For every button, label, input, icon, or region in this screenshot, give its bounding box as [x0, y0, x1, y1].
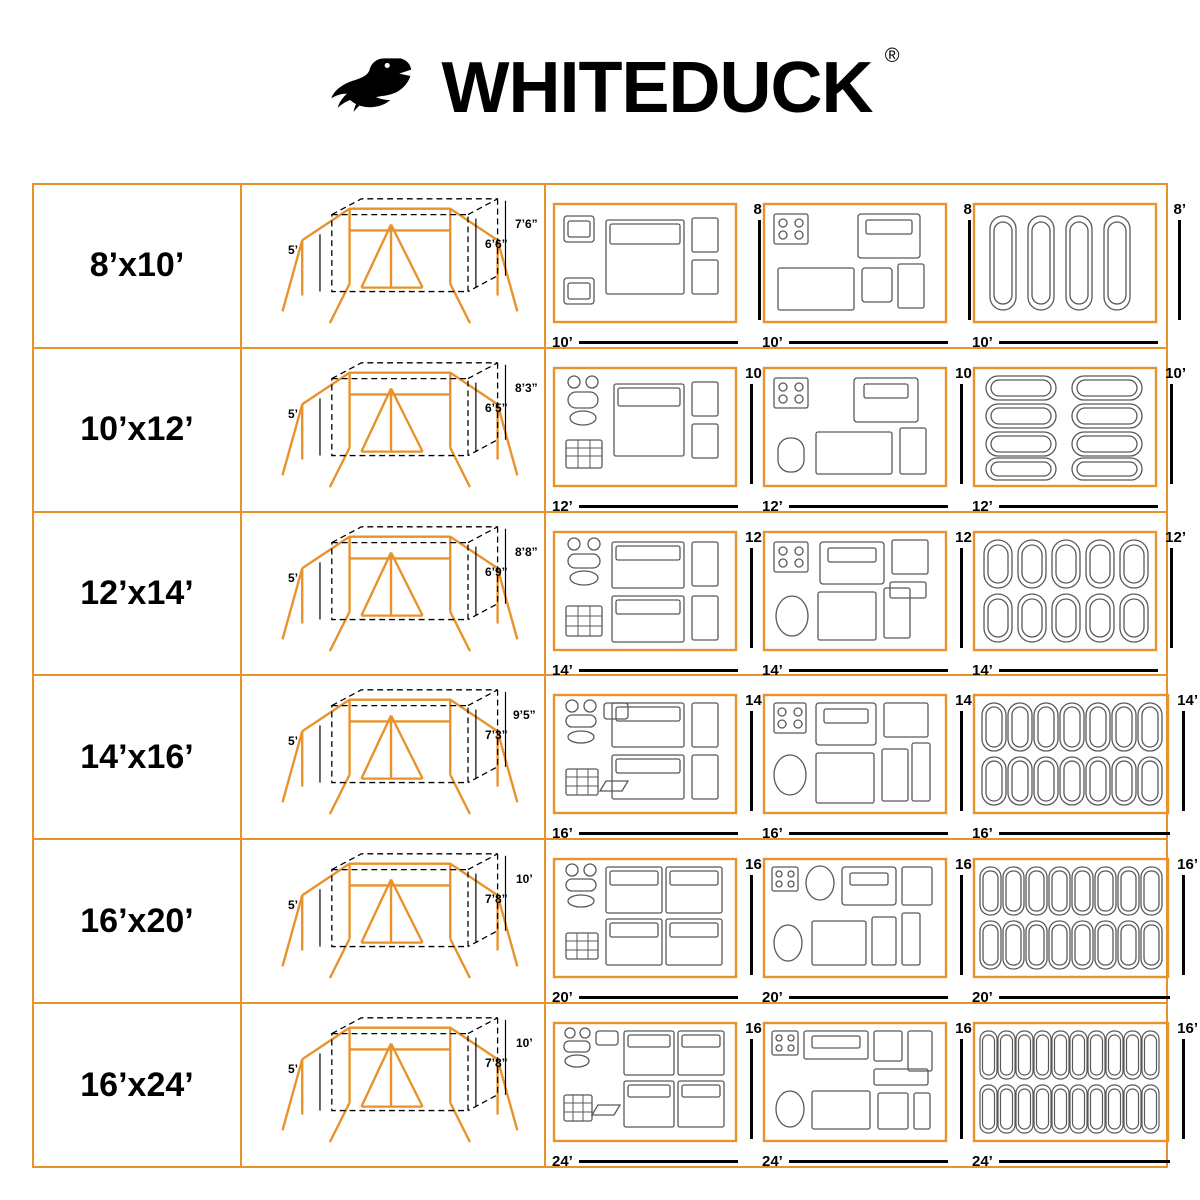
floorplan-kitchen — [762, 200, 976, 351]
table-row — [34, 349, 1186, 515]
dimension-text: 8’ — [753, 200, 766, 218]
dimension-text: 8’ — [1173, 200, 1186, 218]
dimension-text: 14’ — [1177, 692, 1198, 710]
floorplan-living — [552, 528, 766, 679]
floorplan-kitchen — [762, 528, 976, 679]
dimension-bar — [789, 832, 948, 835]
dimension-bar — [960, 711, 963, 811]
dimension-bar — [750, 384, 753, 484]
peak-height-label: 10’ — [516, 1036, 533, 1051]
floorplans-cell — [546, 676, 1200, 843]
tent-elevation-diagram — [242, 1004, 544, 1166]
dimension-bar — [1170, 384, 1173, 484]
size-table — [32, 183, 1198, 1171]
plan-width-dimension — [972, 663, 1158, 678]
dimension-text: 16’ — [762, 825, 783, 843]
tent-size-label: 12’x14’ — [80, 574, 194, 613]
plan-width-dimension — [762, 990, 948, 1005]
side-wall-height-label: 5’ — [288, 898, 299, 913]
dimension-text: 10’ — [1165, 364, 1186, 382]
plan-width-dimension — [972, 1154, 1170, 1169]
plan-width-dimension — [552, 335, 738, 350]
tent-elevation-cell — [242, 349, 546, 511]
plan-width-dimension — [762, 499, 948, 514]
dimension-bar — [579, 669, 738, 672]
peak-height-label: 9’5” — [513, 708, 536, 723]
plan-width-dimension — [972, 990, 1170, 1005]
dimension-bar — [960, 384, 963, 484]
inner-height-label: 6’5” — [485, 400, 508, 415]
tent-elevation-diagram — [242, 185, 544, 347]
dimension-bar — [750, 711, 753, 811]
dimension-text: 14’ — [762, 661, 783, 679]
size-cell — [34, 676, 242, 838]
peak-height-label: 7’6” — [515, 217, 538, 231]
dimension-bar — [789, 669, 948, 672]
table-row — [34, 513, 1186, 679]
floorplan-kitchen-drawing — [762, 693, 948, 815]
dimension-text: 14’ — [955, 692, 976, 710]
dimension-text: 14’ — [552, 661, 573, 679]
tent-size-label: 16’x20’ — [80, 901, 194, 940]
tent-elevation-cell — [242, 840, 546, 1002]
floorplan-sleeping — [972, 528, 1186, 679]
dimension-text: 10’ — [745, 364, 766, 382]
dimension-text: 12’ — [552, 497, 573, 515]
dimension-bar — [1182, 875, 1185, 975]
floorplan-living-drawing — [552, 366, 738, 488]
dimension-text: 16’ — [745, 1020, 766, 1038]
table-row — [34, 840, 1198, 1007]
dimension-text: 12’ — [762, 497, 783, 515]
dimension-bar — [579, 341, 738, 344]
floorplan-living-drawing — [552, 857, 738, 979]
plan-width-dimension — [762, 1154, 948, 1169]
tent-elevation-diagram — [242, 840, 544, 1002]
dimension-text: 12’ — [972, 497, 993, 515]
dimension-text: 12’ — [1165, 528, 1186, 546]
dimension-text: 10’ — [762, 333, 783, 351]
dimension-bar — [1178, 220, 1181, 320]
registered-mark: ® — [884, 45, 899, 67]
plan-width-dimension — [972, 335, 1158, 350]
side-wall-height-label: 5’ — [288, 243, 299, 257]
dimension-text: 16’ — [1177, 856, 1198, 874]
dimension-bar — [999, 341, 1158, 344]
floorplans-cell — [546, 349, 1188, 515]
dimension-text: 14’ — [972, 661, 993, 679]
floorplans-cell — [546, 1004, 1200, 1171]
inner-height-label: 7’8” — [485, 1056, 508, 1071]
tent-elevation-cell — [242, 513, 546, 675]
dimension-text: 10’ — [955, 364, 976, 382]
dimension-text: 16’ — [955, 1020, 976, 1038]
tent-elevation-cell — [242, 1004, 546, 1166]
plan-width-dimension — [552, 499, 738, 514]
dimension-text: 16’ — [552, 825, 573, 843]
inner-height-label: 6’9” — [485, 564, 508, 579]
floorplan-sleeping-drawing — [972, 202, 1158, 324]
floorplans-cell — [546, 513, 1188, 679]
floorplan-sleeping-drawing — [972, 693, 1170, 815]
floorplan-sleeping-drawing — [972, 530, 1158, 652]
size-cell — [34, 513, 242, 675]
size-cell — [34, 185, 242, 347]
floorplan-kitchen-drawing — [762, 530, 948, 652]
brand-header — [0, 38, 1200, 138]
floorplan-kitchen-drawing — [762, 366, 948, 488]
dimension-bar — [999, 996, 1170, 999]
floorplans-cell — [546, 840, 1200, 1007]
brand-name: WHITEDUCK — [441, 48, 873, 128]
floorplan-kitchen-drawing — [762, 1021, 948, 1143]
plan-width-dimension — [972, 826, 1170, 841]
table-row — [34, 676, 1198, 843]
dimension-bar — [750, 875, 753, 975]
dimension-bar — [999, 1160, 1170, 1163]
floorplan-living-drawing — [552, 530, 738, 652]
floorplan-kitchen — [762, 692, 976, 843]
size-cell — [34, 840, 242, 1002]
plan-height-dimension — [1164, 530, 1186, 652]
dimension-bar — [1182, 711, 1185, 811]
tent-size-label: 14’x16’ — [80, 737, 194, 776]
dimension-text: 20’ — [552, 989, 573, 1007]
dimension-text: 12’ — [955, 528, 976, 546]
floorplan-kitchen — [762, 1020, 976, 1171]
dimension-bar — [999, 505, 1158, 508]
plan-width-dimension — [972, 499, 1158, 514]
dimension-bar — [789, 996, 948, 999]
dimension-bar — [960, 548, 963, 648]
dimension-bar — [999, 669, 1158, 672]
plan-width-dimension — [762, 335, 948, 350]
floorplan-living-drawing — [552, 1021, 738, 1143]
tent-size-label: 8’x10’ — [89, 246, 185, 285]
plan-width-dimension — [762, 826, 948, 841]
tent-elevation-diagram — [242, 513, 544, 675]
floorplan-sleeping-drawing — [972, 857, 1170, 979]
floorplan-living — [552, 200, 766, 351]
dimension-text: 10’ — [972, 333, 993, 351]
side-wall-height-label: 5’ — [288, 570, 299, 585]
floorplan-sleeping — [972, 856, 1198, 1007]
plan-height-dimension — [1176, 857, 1198, 979]
table-row — [34, 1004, 1198, 1171]
floorplan-kitchen — [762, 856, 976, 1007]
dimension-bar — [1182, 1039, 1185, 1139]
plan-height-dimension — [1176, 1021, 1198, 1143]
size-cell — [34, 1004, 242, 1166]
floorplan-sleeping — [972, 364, 1186, 515]
floorplan-kitchen-drawing — [762, 202, 948, 324]
dimension-text: 24’ — [762, 1153, 783, 1171]
floorplan-living — [552, 692, 766, 843]
floorplan-living — [552, 1020, 766, 1171]
dimension-bar — [999, 832, 1170, 835]
peak-height-label: 10’ — [516, 872, 533, 887]
side-wall-height-label: 5’ — [288, 406, 299, 421]
floorplan-sleeping-drawing — [972, 1021, 1170, 1143]
floorplan-sleeping-drawing — [972, 366, 1158, 488]
dimension-bar — [960, 1039, 963, 1139]
floorplan-sleeping — [972, 1020, 1198, 1171]
plan-height-dimension — [1176, 693, 1198, 815]
logo — [328, 45, 899, 128]
table-row — [34, 185, 1186, 351]
plan-width-dimension — [552, 990, 738, 1005]
duck-icon — [328, 52, 424, 124]
peak-height-label: 8’3” — [515, 380, 538, 395]
dimension-bar — [789, 505, 948, 508]
peak-height-label: 8’8” — [515, 544, 538, 559]
floorplan-kitchen — [762, 364, 976, 515]
dimension-text: 16’ — [745, 856, 766, 874]
tent-size-label: 10’x12’ — [80, 410, 194, 449]
dimension-text: 14’ — [745, 692, 766, 710]
floorplan-living — [552, 364, 766, 515]
tent-elevation-cell — [242, 676, 546, 838]
side-wall-height-label: 5’ — [288, 734, 299, 749]
size-cell — [34, 349, 242, 511]
dimension-bar — [789, 341, 948, 344]
inner-height-label: 6’6” — [485, 237, 508, 251]
side-wall-height-label: 5’ — [288, 1062, 299, 1077]
dimension-text: 16’ — [955, 856, 976, 874]
dimension-text: 16’ — [972, 825, 993, 843]
dimension-text: 8’ — [963, 200, 976, 218]
dimension-text: 12’ — [745, 528, 766, 546]
inner-height-label: 7’8” — [485, 892, 508, 907]
dimension-bar — [960, 875, 963, 975]
dimension-text: 20’ — [972, 989, 993, 1007]
plan-height-dimension — [1172, 202, 1186, 324]
plan-width-dimension — [552, 663, 738, 678]
dimension-bar — [579, 996, 738, 999]
plan-width-dimension — [552, 1154, 738, 1169]
brand-wordmark — [441, 45, 899, 128]
dimension-text: 16’ — [1177, 1020, 1198, 1038]
inner-height-label: 7’3” — [485, 728, 508, 743]
dimension-text: 24’ — [552, 1153, 573, 1171]
floorplan-sleeping — [972, 692, 1198, 843]
floorplan-kitchen-drawing — [762, 857, 948, 979]
dimension-text: 24’ — [972, 1153, 993, 1171]
plan-height-dimension — [1164, 366, 1186, 488]
dimension-bar — [579, 1160, 738, 1163]
dimension-bar — [750, 1039, 753, 1139]
dimension-text: 10’ — [552, 333, 573, 351]
dimension-bar — [1170, 548, 1173, 648]
tent-elevation-diagram — [242, 676, 544, 838]
dimension-bar — [579, 505, 738, 508]
dimension-bar — [579, 832, 738, 835]
dimension-text: 20’ — [762, 989, 783, 1007]
floorplans-cell — [546, 185, 1188, 351]
tent-elevation-diagram — [242, 349, 544, 511]
floorplan-living-drawing — [552, 693, 738, 815]
dimension-bar — [789, 1160, 948, 1163]
floorplan-living — [552, 856, 766, 1007]
tent-size-label: 16’x24’ — [80, 1065, 194, 1104]
floorplan-living-drawing — [552, 202, 738, 324]
plan-width-dimension — [552, 826, 738, 841]
dimension-bar — [750, 548, 753, 648]
tent-elevation-cell — [242, 185, 546, 347]
plan-width-dimension — [762, 663, 948, 678]
floorplan-sleeping — [972, 200, 1186, 351]
